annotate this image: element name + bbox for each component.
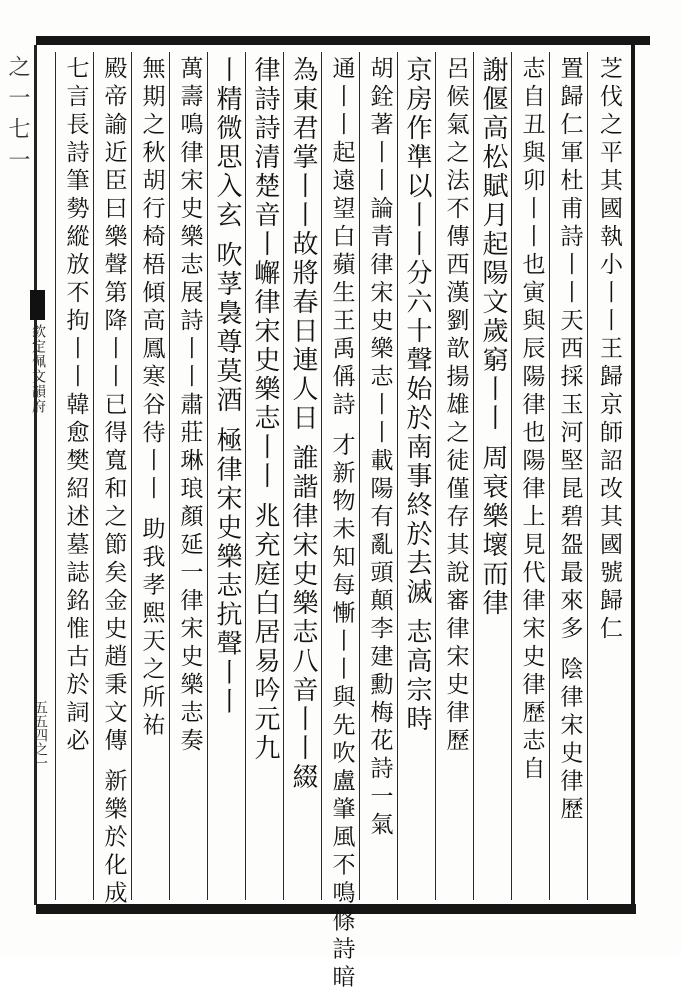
text-column — [511, 52, 550, 900]
right-border-rule — [631, 45, 635, 905]
column-text: 萬壽鳴律宋史樂志展詩丨丨肅莊琳琅顏延一律宋史樂志奏 — [176, 56, 203, 756]
column-text: 謝偃高松賦月起陽文歲窮丨丨 周衰樂壞而律 — [478, 56, 508, 619]
text-column — [359, 52, 398, 900]
text-column — [169, 52, 208, 900]
page-number: 五五四之一 — [32, 700, 48, 770]
margin-top-fragment: 之一七一 — [5, 55, 30, 179]
fishtail-block — [30, 290, 45, 320]
column-text: 芝伐之平其國執小丨丨王歸京師詔改其國號歸仁 — [596, 56, 622, 644]
column-text: 胡銓著丨丨論青律宋史樂志丨丨載陽有亂頭顛李建勳梅花詩一氣 — [366, 56, 393, 840]
column-text: 殿帝諭近臣曰樂聲第降丨丨已得寬和之節矣金史趙秉文傳 新樂於化成 — [100, 56, 127, 909]
column-text: 七言長詩筆勢縱放不拘丨丨韓愈樊紹述墓誌銘惟古於詞必 — [62, 56, 89, 756]
column-text: 志自丑與卯丨丨也寅與辰陽律也陽律上見代律宋史律歷志自 — [518, 56, 545, 784]
column-text: 通丨丨起遠望白蘋生王禹偁詩 才新物未知每慚丨丨與先吹盧肇風不鳴條詩暗 — [328, 56, 355, 992]
column-text: 丨精微思入玄 吹莩裊尊莫酒 極律宋史樂志抗聲丨丨 — [212, 56, 242, 717]
text-column — [587, 52, 629, 900]
text-column — [473, 52, 512, 900]
left-border-rule — [34, 45, 37, 905]
text-column — [55, 52, 94, 900]
column-text: 律詩詩清楚音丨嶰律宋史樂志丨丨 兆充庭白居易吟元九 — [250, 56, 280, 764]
book-title: 欽定佩文韻府 — [30, 324, 46, 414]
column-text: 呂候氣之法不傳西漢劉歆揚雄之徒僅存其說審律宋史律歷 — [442, 56, 469, 756]
column-text: 置歸仁軍杜甫詩丨丨天西採玉河堅昆碧盌最來多 陰律宋史律歷 — [556, 56, 583, 825]
text-column — [283, 52, 322, 900]
top-border-rule — [36, 36, 650, 45]
text-column — [435, 52, 474, 900]
text-column — [321, 52, 360, 992]
text-column — [245, 52, 284, 900]
text-column — [131, 52, 170, 900]
text-column — [397, 52, 436, 900]
text-column — [207, 52, 246, 900]
column-text: 為東君掌丨丨故將春日連人日 誰諧律宋史樂志八音丨丨綴 — [288, 56, 318, 793]
column-text: 京房作準以丨丨分六十聲始於南事終於去滅 志高宗時 — [402, 56, 432, 735]
text-column — [549, 52, 588, 900]
text-body — [54, 52, 628, 992]
text-column — [93, 52, 132, 909]
column-text: 無期之秋胡行椅梧傾高鳳寒谷待丨丨 助我孝熙天之所祐 — [138, 56, 165, 741]
